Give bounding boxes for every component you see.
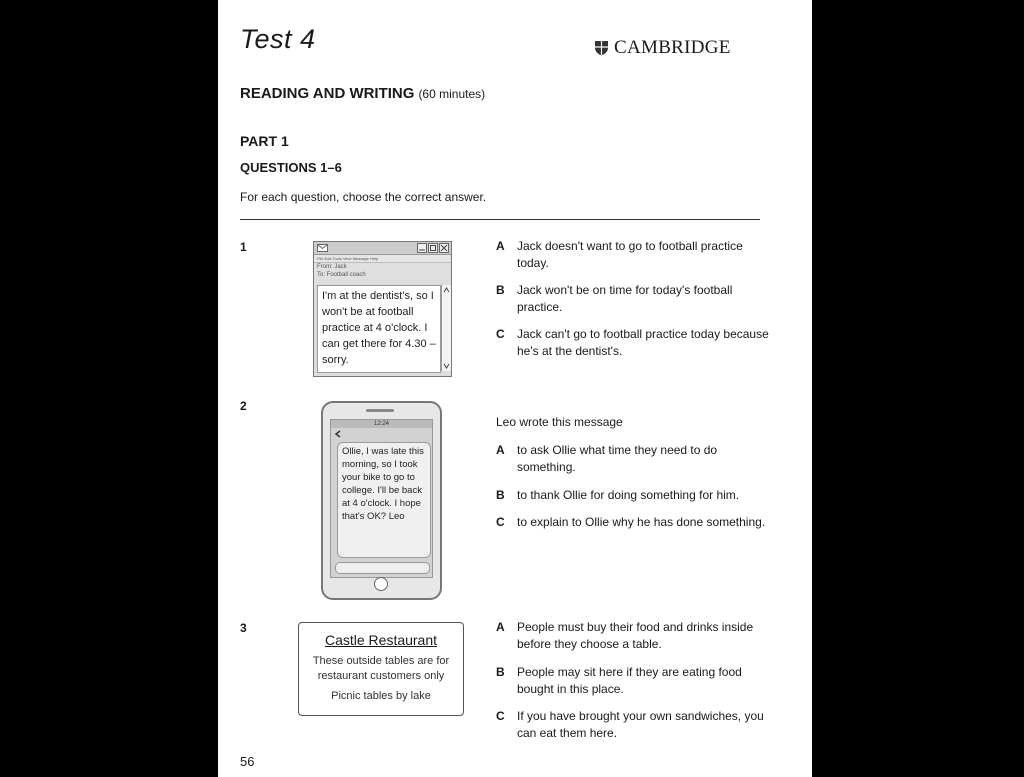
option-letter: A [496,239,505,253]
cambridge-logo [594,37,731,59]
option-text: People may sit here if they are eating food bought in this place. [517,665,742,696]
sign-line: These outside tables are for restaurant customers only [312,655,450,682]
question-number: 1 [240,240,247,254]
message-input [335,562,430,574]
question-number: 2 [240,399,247,413]
sign-line: Picnic tables by lake [331,690,431,702]
email-body [317,285,441,373]
option-c [496,514,776,531]
option-letter: A [496,620,505,634]
option-a [496,619,776,653]
instruction-text: For each question, choose the correct answer. [240,190,487,204]
option-letter: A [496,443,505,457]
restaurant-sign [298,622,464,716]
test-title: Test 4 [240,24,316,54]
window-controls-icon [417,243,449,253]
section-duration: (60 minutes) [418,87,486,101]
brand-name: CAMBRIDGE [614,37,731,58]
page-number: 56 [240,754,255,769]
option-letter: B [496,665,505,679]
scroll-down-icon [443,363,450,369]
option-b [496,282,776,316]
option-text: to thank Ollie for doing something for him. [517,488,740,502]
email-window [313,241,452,377]
divider [240,219,760,220]
phone-image [321,401,442,600]
envelope-icon [317,244,328,252]
email-text: I'm at the dentist's, so I won't be at football practice at 4 o'clock. I can get there for 4.30 – sorry. [322,290,436,366]
option-text: Jack won't be on time for today's football practice. [517,283,733,314]
option-text: to ask Ollie what time they need to do something. [517,443,718,474]
option-letter: C [496,327,505,341]
section-title-text: READING AND WRITING [240,85,415,102]
part-label: PART 1 [240,133,289,149]
scroll-up-icon [443,287,450,293]
option-a [496,442,776,476]
option-letter: C [496,709,505,723]
option-a [496,238,776,272]
option-c [496,326,776,360]
option-letter: C [496,515,505,529]
option-b [496,664,776,698]
question-number: 3 [240,621,247,635]
home-button [374,577,388,591]
phone-status-bar: 12:24 [331,420,432,428]
phone-speaker [366,409,394,412]
exam-page [218,0,812,777]
questions-range: QUESTIONS 1–6 [240,160,342,175]
question-stem: Leo wrote this message [496,415,623,429]
back-arrow-icon [334,430,342,438]
option-letter: B [496,283,505,297]
scrollbar [441,285,451,371]
email-from: From: Jack [314,263,451,271]
email-menu: File Edit Tools View Message Help [314,255,451,263]
section-title [240,85,485,102]
message-text: Ollie, I was late this morning, so I took your bike to go to college. I'll be back at 4 o'clock. I hope that's OK? Leo [342,446,424,522]
option-text: People must buy their food and drinks inside before they choose a table. [517,620,754,651]
option-text: If you have brought your own sandwiches, you can eat them here. [517,709,764,740]
message-bubble [337,442,431,558]
shield-icon [594,40,609,56]
option-c [496,708,776,742]
phone-screen [330,419,433,578]
option-text: Jack can't go to football practice today because he's at the dentist's. [517,327,769,358]
option-text: to explain to Ollie why he has done something. [517,515,766,529]
sign-title: Castle Restaurant [324,632,438,648]
email-titlebar [314,242,451,255]
option-text: Jack doesn't want to go to football practice today. [517,239,743,270]
option-letter: B [496,488,505,502]
email-to: To: Football coach [314,271,451,279]
option-b [496,487,776,504]
